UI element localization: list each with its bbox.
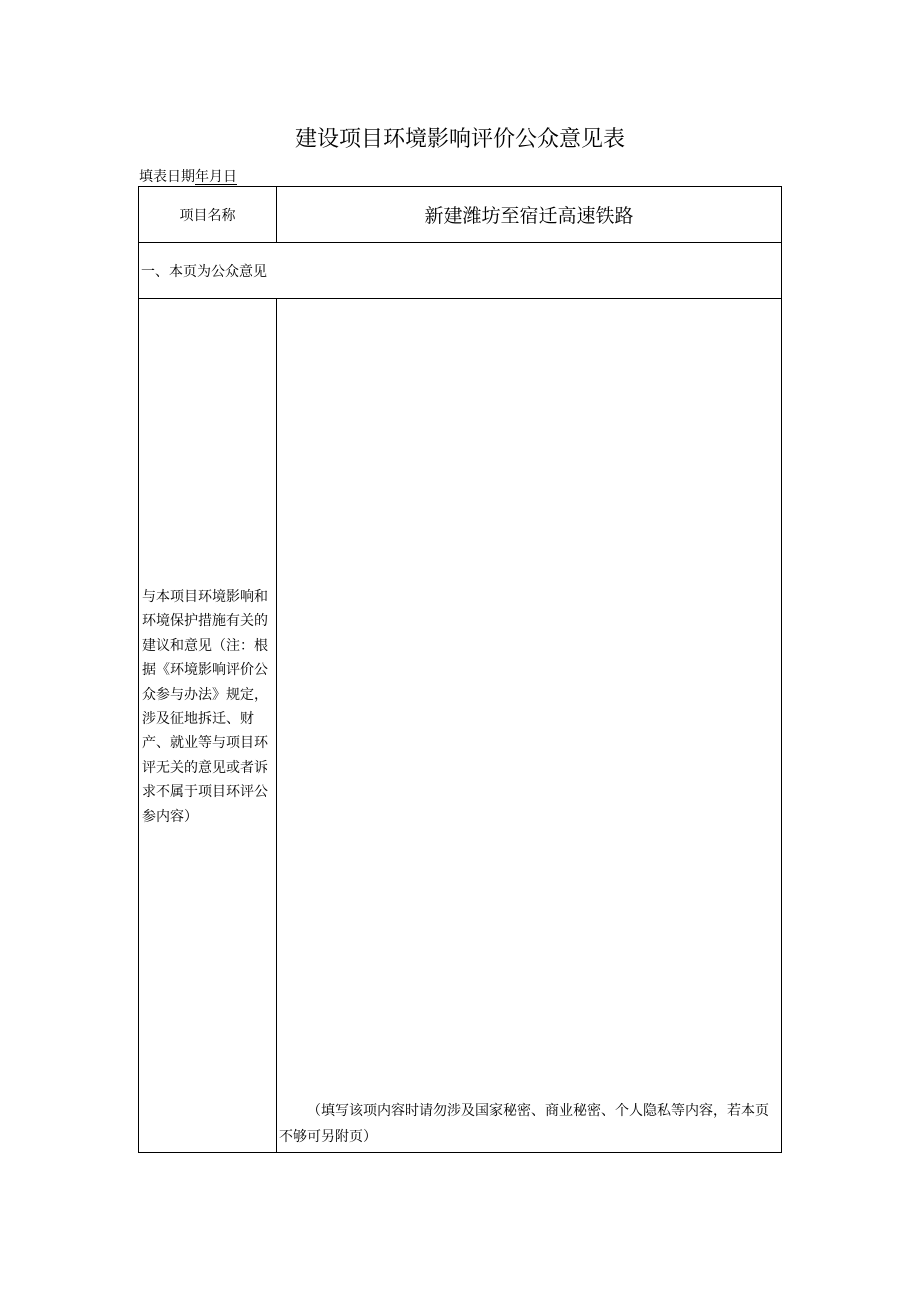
opinion-label-cell [139, 299, 277, 1153]
fill-date-year: 年 [195, 169, 209, 185]
opinion-label: 与本项目环境影响和环境保护措施有关的建议和意见（注：根据《环境影响评价公众参与办法》规定，涉及征地拆迁、财产、就业等与项目环评无关的意见或者诉求不属于项目环评公参内容） [142, 589, 268, 825]
section-one-heading: 一、本页为公众意见 [139, 243, 782, 299]
fill-date-field[interactable] [195, 169, 237, 185]
opinion-form-table [138, 186, 782, 1153]
fill-date-line [139, 166, 237, 186]
project-name-label: 项目名称 [139, 187, 277, 243]
fill-date-day: 日 [223, 169, 237, 185]
opinion-row [139, 299, 782, 1153]
form-title: 建设项目环境影响评价公众意见表 [294, 127, 625, 152]
project-name-value: 新建潍坊至宿迁高速铁路 [277, 187, 782, 243]
project-name-row [139, 187, 782, 243]
section-one-row [139, 243, 782, 299]
opinion-input-area[interactable] [277, 299, 782, 1153]
fill-date-month: 月 [209, 169, 223, 185]
opinion-footnote: （填写该项内容时请勿涉及国家秘密、商业秘密、个人隐私等内容，若本页不够可另附页） [279, 1103, 769, 1145]
fill-date-label: 填表日期 [139, 169, 195, 185]
